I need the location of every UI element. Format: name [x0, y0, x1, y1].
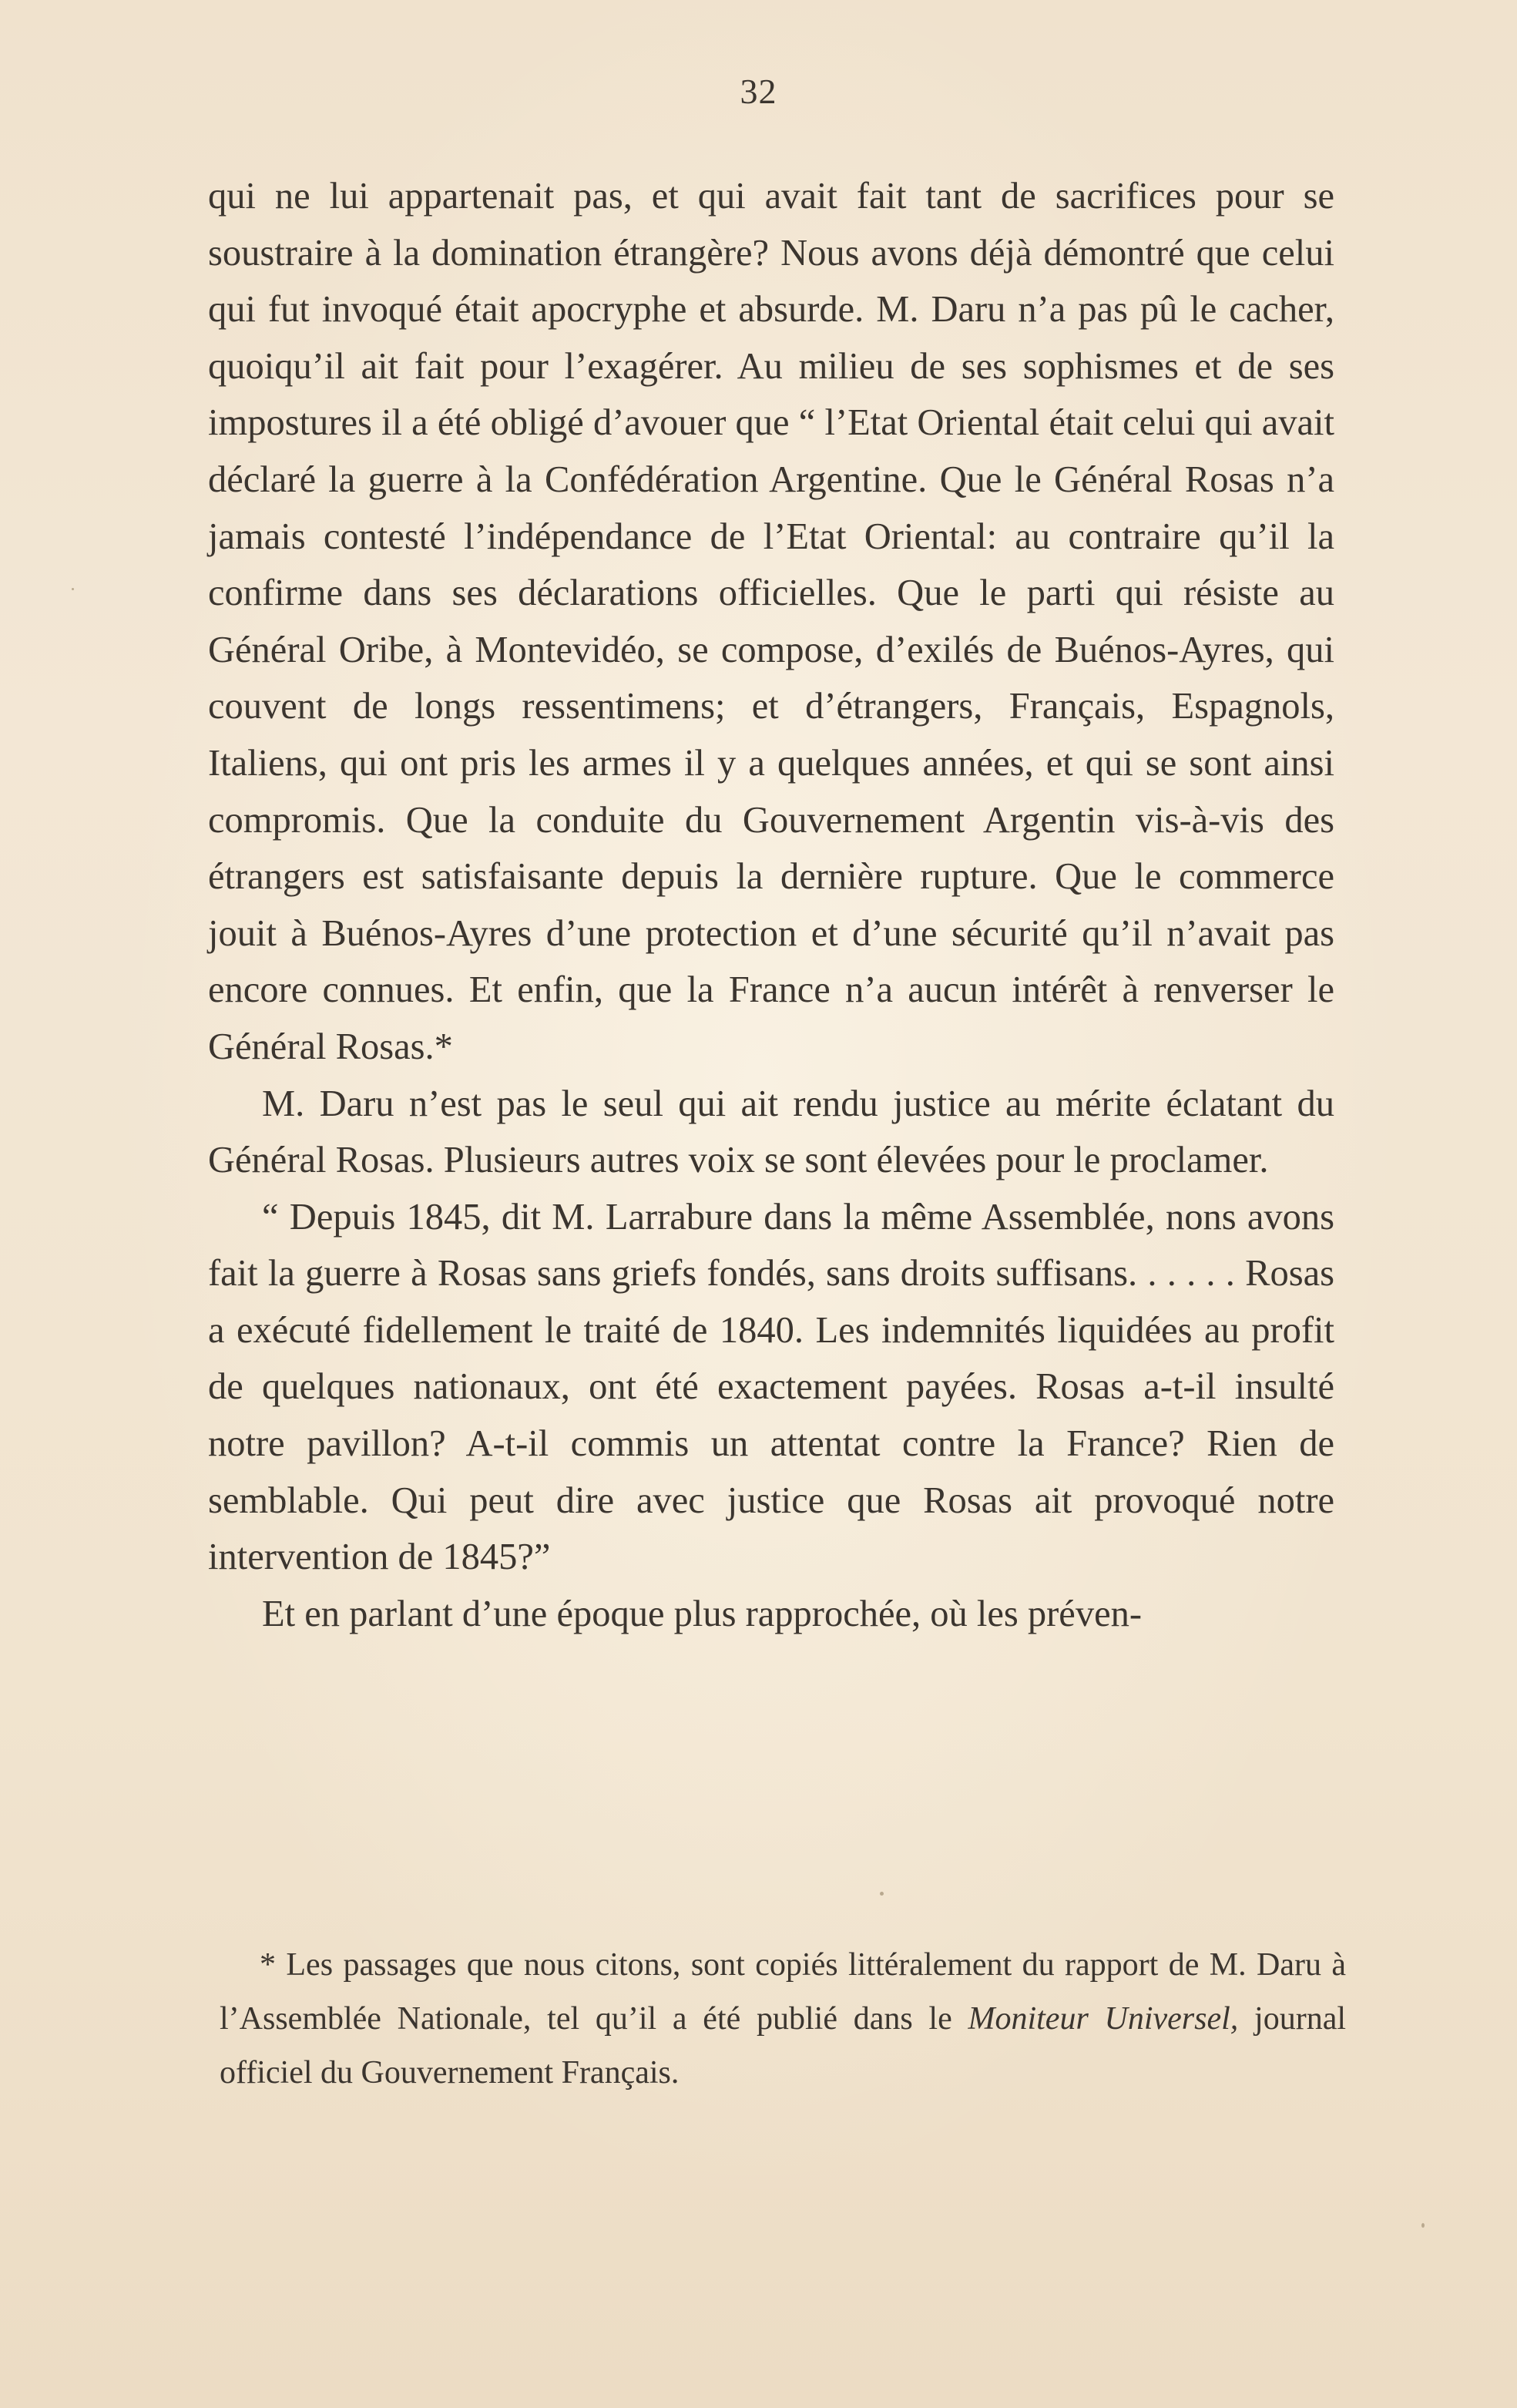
paragraph: qui ne lui appartenait pas, et qui avait fait tant de sacrifices pour se soustraire à la domination étrangère? Nous avons déjà démontré que celui qui fut invoqué était apocryphe et absurde. M. Daru n’a pas pû le cacher, quoiqu’il ait fait pour l’exagérer. Au milieu de ses sophismes et de ses impostures il a été obligé d’avouer que “ l’Etat Oriental était celui qui avait déclaré la guerre à la Confédération Argentine. Que le Général Rosas n’a jamais contesté l’indépendance de l’Etat Oriental: au contraire qu’il la confirme dans ses déclarations officielles. Que le parti qui résiste au Général Oribe, à Montevidéo, se compose, d’exilés de Buénos-Ayres, qui couvent de longs ressentimens; et d’étrangers, Français, Espagnols, Italiens, qui ont pris les armes il y a quelques années, et qui se sont ainsi compromis. Que la conduite du Gouvernement Argentin vis-à-vis des étrangers est satisfaisante depuis la dernière rupture. Que le commerce jouit à Buénos-Ayres d’une protection et d’une sécurité qu’il n’avait pas encore connues. Et enfin, que la France n’a aucun intérêt à renverser le Général Rosas.* [208, 176, 1334, 1067]
footnote-text [220, 1938, 1346, 2100]
paragraph: M. Daru n’est pas le seul qui ait rendu justice au mérite éclatant du Général Rosas. Plusieurs autres voix se sont élevées pour le proclamer. [208, 1083, 1334, 1181]
footnote-text-start: * Les passages que nous citons, sont copiés littéralement du rapport de M. Daru à l’Assemblée Nationale, tel qu’il a été publié dans le [220, 1947, 1346, 2037]
paper-speck [880, 1892, 884, 1896]
paragraph: “ Depuis 1845, dit M. Larrabure dans la même Assemblée, nons avons fait la guerre à Rosas sans griefs fondés, sans droits suffisans. . . . . . Rosas a exécuté fidellement le traité de 1840. Les indemnités liquidées au profit de quelques nationaux, ont été exactement payées. Rosas a-t-il insulté notre pavillon? A-t-il commis un attentat contre la France? Rien de semblable. Qui peut dire avec justice que Rosas ait provoqué notre intervention de 1845?” [208, 1196, 1334, 1578]
paper-speck [1421, 2223, 1425, 2228]
paper-speck [72, 588, 74, 590]
footnote-text-end: journal officiel du Gouvernement Français. [220, 2001, 1347, 2091]
footnote [220, 1938, 1346, 2100]
footnote-publication-title: Moniteur Universel, [968, 2001, 1239, 2037]
body-text [208, 168, 1334, 1642]
paragraph: Et en parlant d’une époque plus rapprochée, où les préven- [262, 1593, 1142, 1634]
page-number: 32 [740, 72, 777, 111]
